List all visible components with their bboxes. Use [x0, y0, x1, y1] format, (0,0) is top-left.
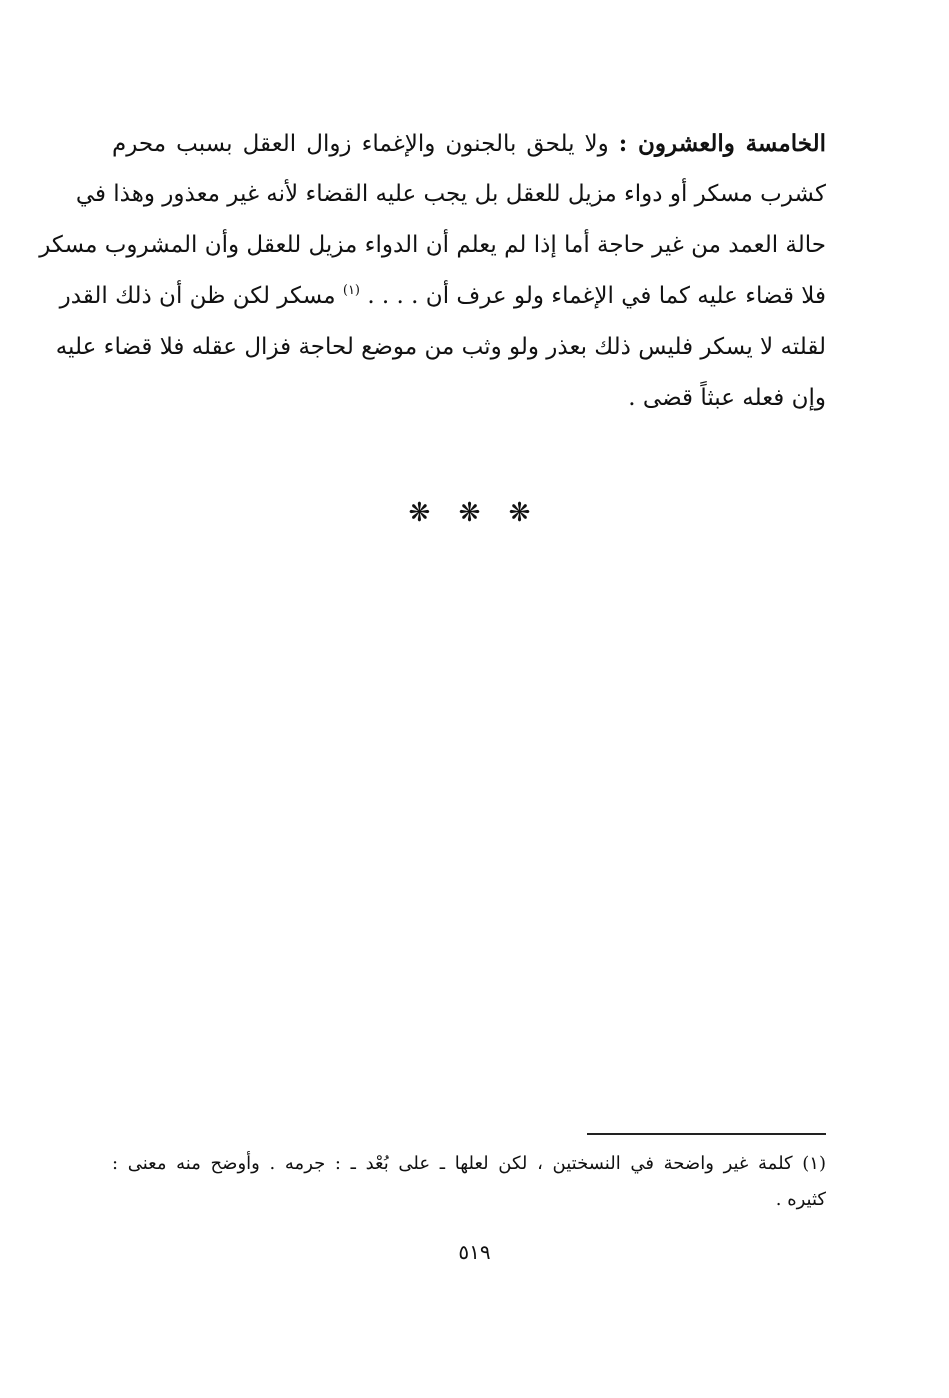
section-heading: الخامسة والعشرون :: [618, 130, 827, 157]
footnotes: [112, 1146, 826, 1218]
footnote-line-1: (١) كلمة غير واضحة في النسختين ، لكن لعلها ـ على بُعْد ـ : جرمه . وأوضح منه معنى :: [112, 1153, 826, 1174]
line-4-text-before: فلا قضاء عليه كما في الإغماء ولو عرف أن . . . .: [367, 283, 826, 309]
text-line-1: [112, 118, 826, 169]
main-text: [39, 118, 827, 424]
line-1-text: ولا يلحق بالجنون والإغماء زوال العقل بسبب محرم: [112, 131, 619, 157]
text-line-5: لقلته لا يسكر فليس ذلك بعذر ولو وثب من موضع لحاجة فزال عقله فلا قضاء عليه: [55, 334, 826, 360]
footnote-divider: [587, 1133, 826, 1135]
section-ornament: ❋ ❋ ❋: [408, 498, 541, 528]
text-line-2: كشرب مسكر أو دواء مزيل للعقل بل يجب عليه القضاء لأنه غير معذور وهذا في: [75, 181, 826, 207]
text-line-4: [59, 271, 826, 322]
text-line-6: وإن فعله عبثاً قضى .: [628, 385, 826, 411]
footnote-line-2: كثيره .: [775, 1189, 826, 1210]
text-line-3: حالة العمد من غير حاجة أما إذا لم يعلم أن الدواء مزيل للعقل وأن المشروب مسكر: [39, 232, 826, 258]
line-4-text-after: مسكر لكن ظن أن ذلك القدر: [59, 283, 343, 309]
page-number: ٥١٩: [458, 1240, 491, 1264]
footnote-reference: (١): [342, 283, 360, 298]
